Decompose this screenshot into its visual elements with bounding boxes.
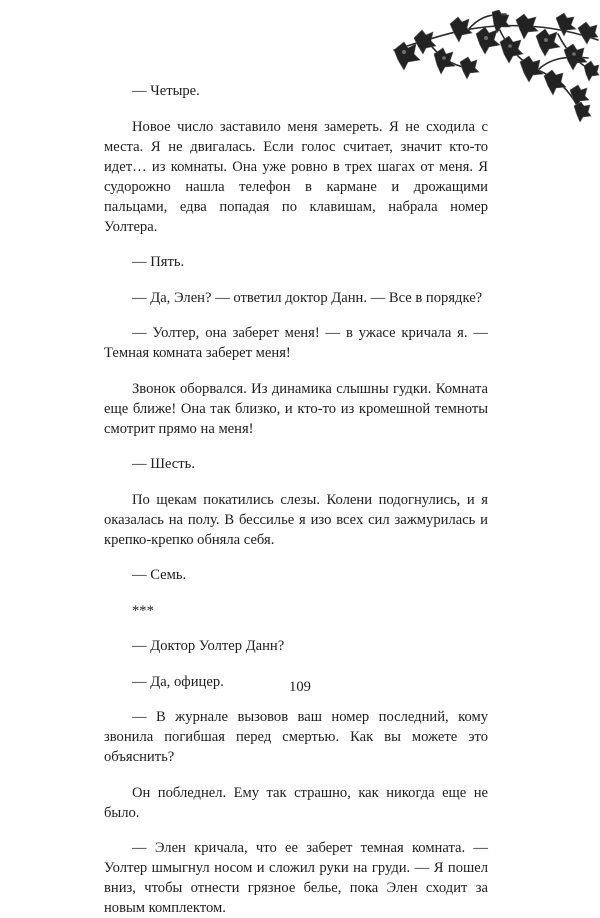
paragraph: — Пять. — [132, 254, 185, 270]
paragraph: — Элен кричала, что ее заберет темная комната. — Уолтер шмыгнул носом и сложил руки на груди. — Я пошел вниз, чтобы отнести грязное белье, пока Элен сходит за новым комплектом. — [104, 840, 488, 916]
paragraph: — В журнале вызовов ваш номер последний, кому звонила погибшая перед смертью. Как вы можете это объяснить? — [104, 709, 488, 765]
paragraph: — Доктор Уолтер Данн? — [132, 638, 285, 654]
paragraph: — Семь. — [132, 567, 187, 583]
paragraph: По щекам покатились слезы. Колени подогнулись, и я оказалась на полу. В бессилье я изо всех сил зажмурилась и крепко-крепко обняла себя. — [104, 491, 488, 548]
page-number: 109 — [289, 679, 311, 695]
body-text — [104, 81, 488, 918]
paragraph: — Да, офицер. — [132, 673, 224, 690]
paragraph: — Уолтер, она заберет меня! — в ужасе кричала я. — Темная комната заберет меня! — [104, 325, 488, 361]
paragraph: Новое число заставило меня замереть. Я не сходила с места. Я не двигалась. Если голос считает, значит кто-то идет… из комнаты. Она уже ровно в трех шагах от меня. Я судорожно нашла телефон в кармане и дрожащими пальцами, едва попадая по клавишам, набрала номер Уолтера. — [104, 118, 488, 235]
paragraph: — Шесть. — [132, 456, 195, 472]
paragraph: Звонок оборвался. Из динамика слышны гудки. Комната еще ближе! Она так близко, и кто-то из кромешной темноты смотрит прямо на меня! — [104, 380, 488, 437]
paragraph: Он побледнел. Ему так страшно, как никогда еще не было. — [104, 784, 488, 821]
scene-break: *** — [132, 602, 154, 619]
paragraph: — Да, Элен? — ответил доктор Данн. — Все в порядке? — [132, 289, 483, 306]
paragraph: — Четыре. — [132, 83, 200, 99]
